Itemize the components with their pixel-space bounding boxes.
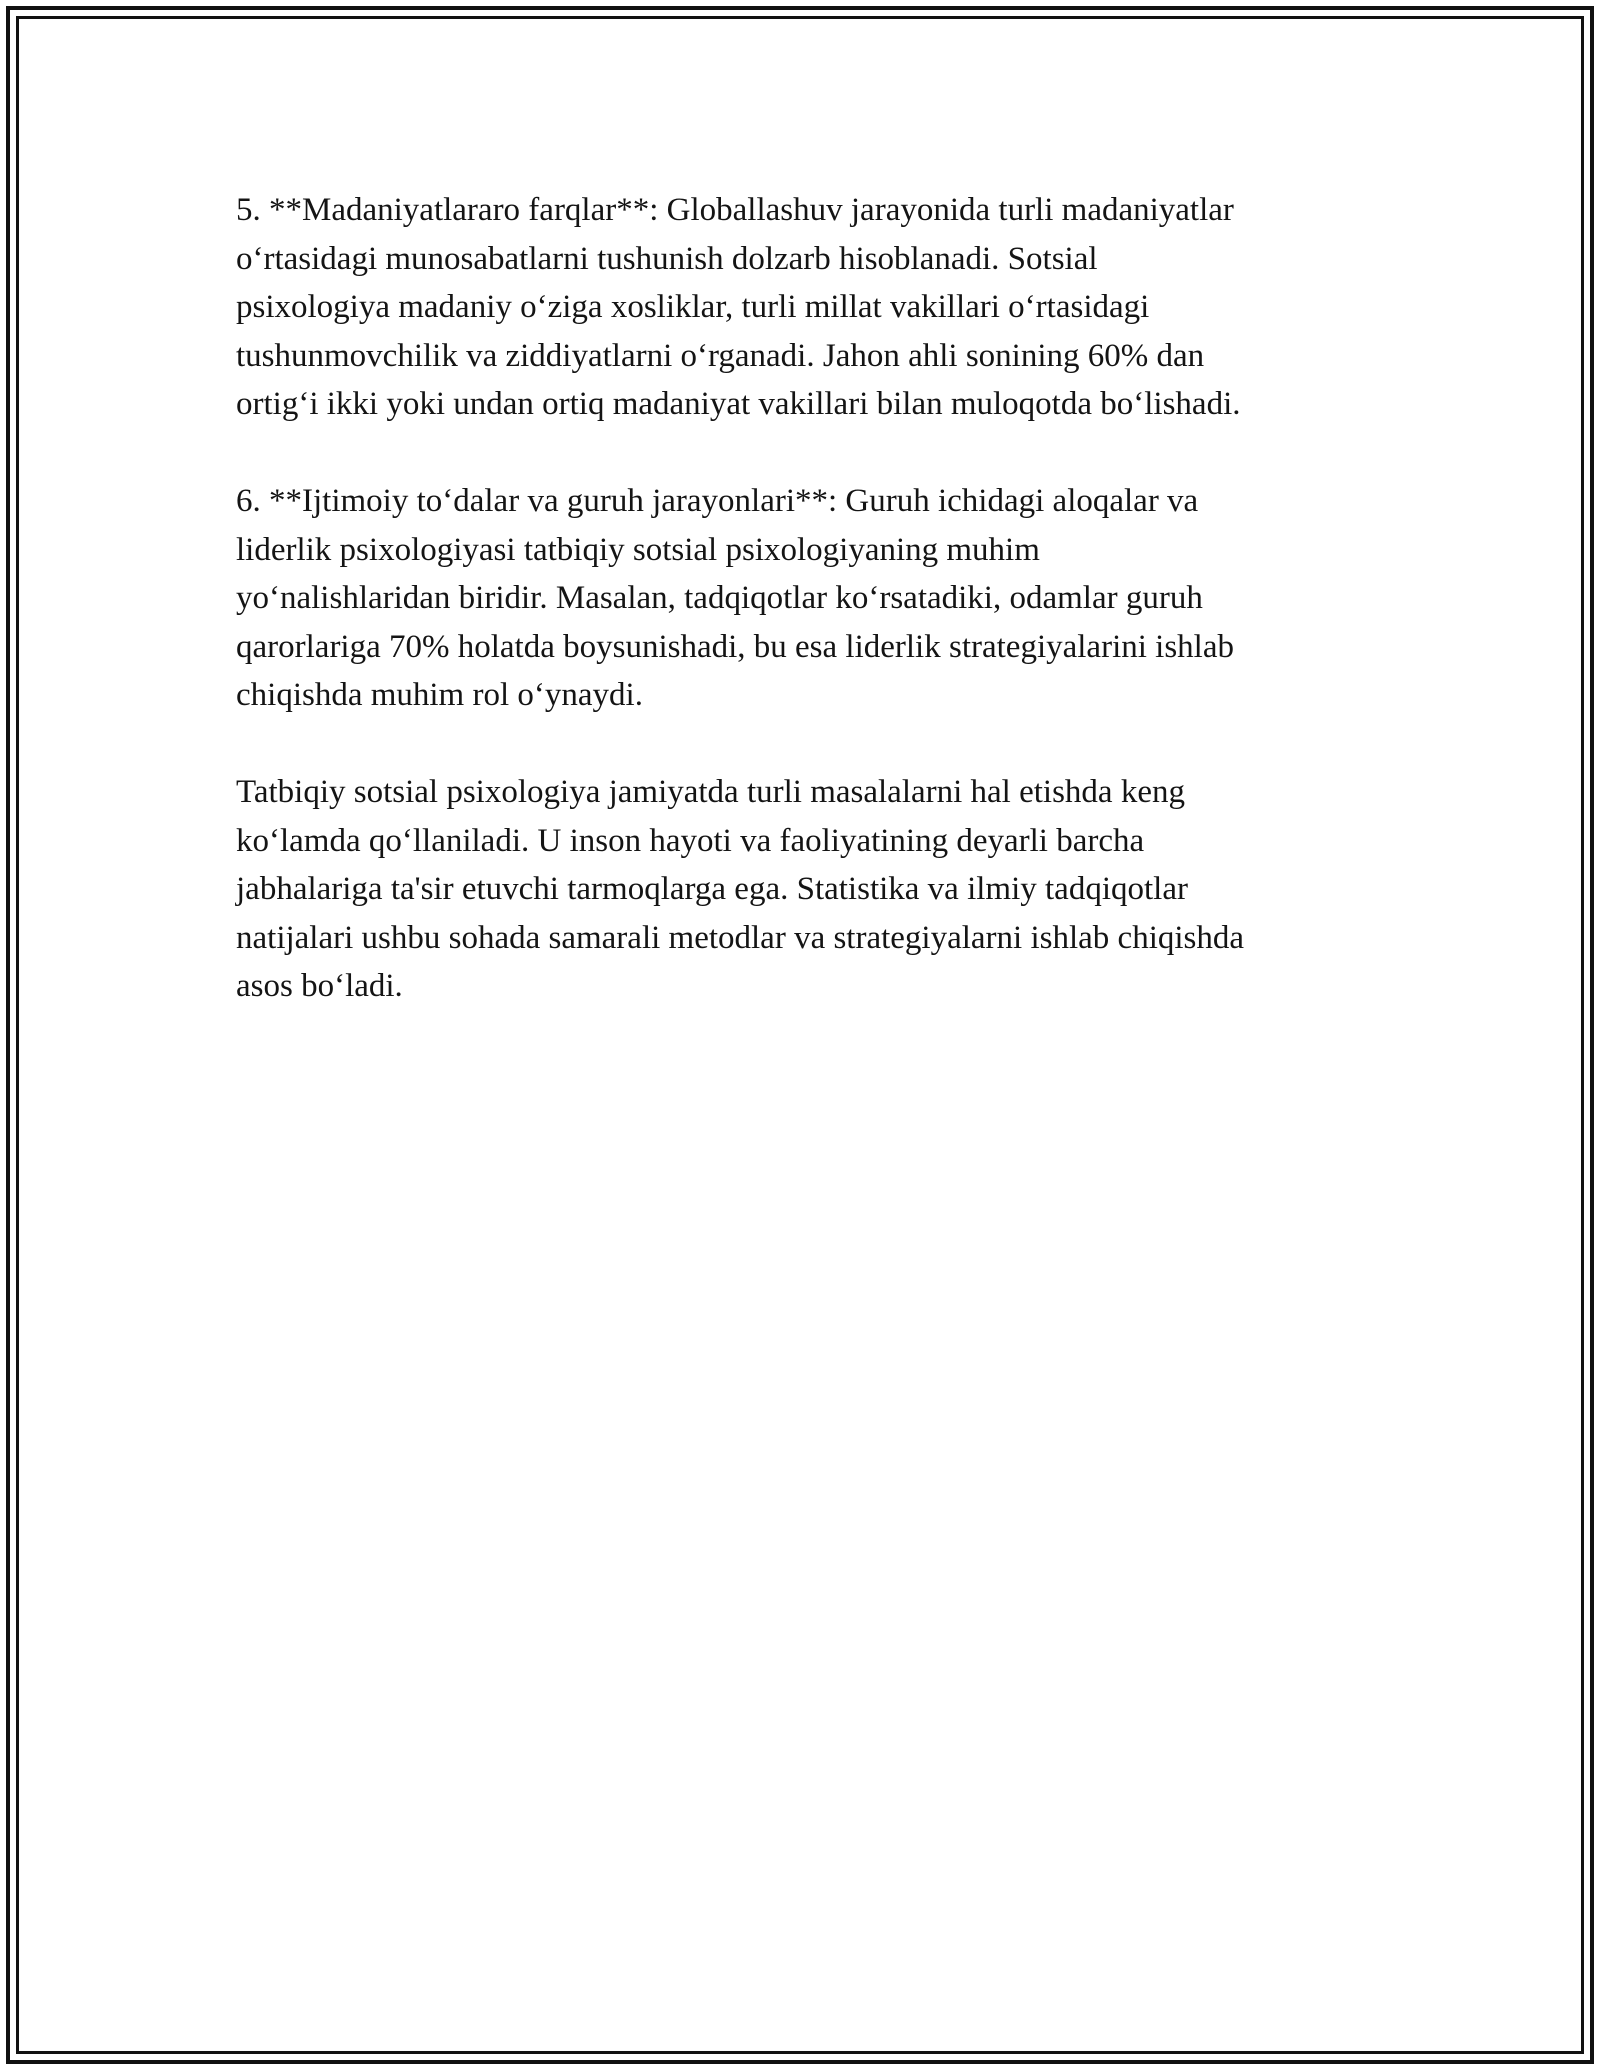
- paragraph-cultural-differences: 5. **Madaniyatlararo farqlar**: Globallashuv jarayonida turli madaniyatlar o‘rtasidagi munosabatlarni tushunish dolzarb hisoblanadi. Sotsial psixologiya madaniy o‘ziga xosliklar, turli millat vakillari o‘rtasidagi tushunmovchilik va ziddiyatlarni o‘rganadi. Jahon ahli sonining 60% dan ortig‘i ikki yoki undan ortiq madaniyat vakillari bilan muloqotda bo‘lishadi.: [236, 192, 1241, 422]
- paragraph-conclusion: Tatbiqiy sotsial psixologiya jamiyatda turli masalalarni hal etishda keng ko‘lamda qo‘llaniladi. U inson hayoti va faoliyatining deyarli barcha jabhalariga ta'sir etuvchi tarmoqlarga ega. Statistika va ilmiy tadqiqotlar natijalari ushbu sohada samarali metodlar va strategiyalarni ishlab chiqishda asos bo‘ladi.: [236, 774, 1245, 1004]
- document-body: [236, 186, 1366, 1059]
- paragraph-group-processes: 6. **Ijtimoiy to‘dalar va guruh jarayonlari**: Guruh ichidagi aloqalar va liderlik psixologiyasi tatbiqiy sotsial psixologiyaning muhim yo‘nalishlaridan biridir. Masalan, tadqiqotlar ko‘rsatadiki, odamlar guruh qarorlariga 70% holatda boysunishadi, bu esa liderlik strategiyalarini ishlab chiqishda muhim rol o‘ynaydi.: [236, 483, 1234, 713]
